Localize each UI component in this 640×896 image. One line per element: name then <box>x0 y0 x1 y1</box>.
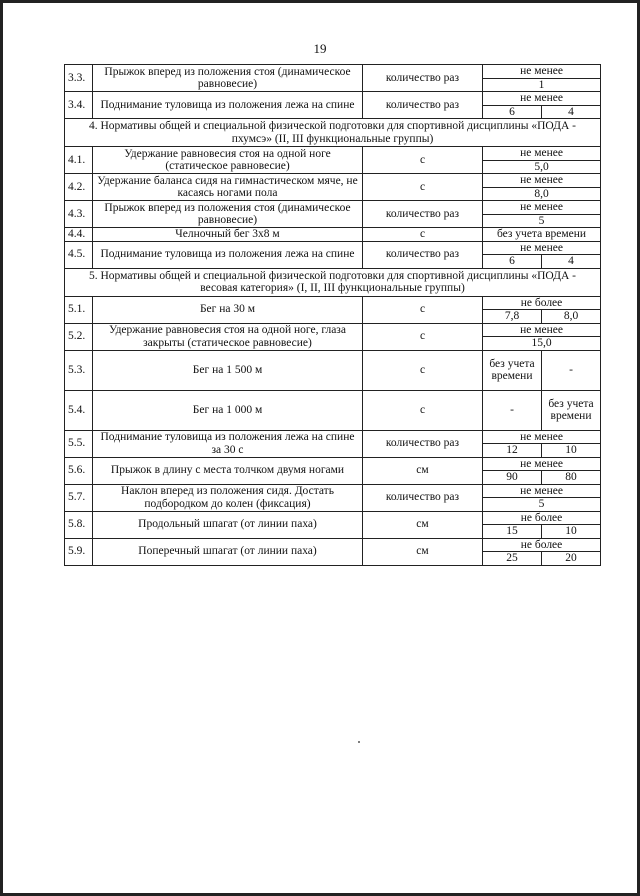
exercise-name: Бег на 1 500 м <box>93 350 363 390</box>
unit-cell: с <box>363 228 483 242</box>
table-row <box>65 65 601 79</box>
row-number: 5.6. <box>65 457 93 484</box>
exercise-name: Бег на 1 000 м <box>93 390 363 430</box>
unit-cell: с <box>363 174 483 201</box>
unit-cell: см <box>363 538 483 565</box>
value-cell: 5 <box>483 214 601 228</box>
exercise-name: Поднимание туловища из положения лежа на спине <box>93 241 363 268</box>
section-title: 4. Нормативы общей и специальной физической подготовки для спортивной дисциплины «ПОДА - пхумсэ» (II, III функциональные группы) <box>65 119 601 147</box>
value-cell-right: - <box>542 350 601 390</box>
row-number: 5.8. <box>65 511 93 538</box>
condition-cell: не менее <box>483 92 601 106</box>
table-row <box>65 92 601 106</box>
exercise-name: Удержание баланса сидя на гимнастическом мяче, не касаясь ногами пола <box>93 174 363 201</box>
table-row <box>65 430 601 444</box>
exercise-name: Поднимание туловища из положения лежа на спине за 30 с <box>93 430 363 457</box>
value-cell-left: - <box>483 390 542 430</box>
row-number: 5.7. <box>65 484 93 511</box>
value-cell-left: 6 <box>483 255 542 269</box>
row-number: 5.9. <box>65 538 93 565</box>
value-cell-right: без учета времени <box>542 390 601 430</box>
table-row <box>65 147 601 161</box>
scan-border-left <box>0 0 3 896</box>
condition-cell: без учета времени <box>483 228 601 242</box>
value-cell-right: 20 <box>542 552 601 566</box>
unit-cell: с <box>363 147 483 174</box>
row-number: 5.1. <box>65 296 93 323</box>
row-number: 3.3. <box>65 65 93 92</box>
table-row <box>65 511 601 525</box>
value-cell-left: 15 <box>483 525 542 539</box>
value-cell-left: 12 <box>483 444 542 458</box>
unit-cell: количество раз <box>363 430 483 457</box>
value-cell-right: 4 <box>542 105 601 119</box>
condition-cell: не менее <box>483 147 601 161</box>
scan-speck <box>358 741 360 743</box>
condition-cell: не менее <box>483 430 601 444</box>
section-title: 5. Нормативы общей и специальной физической подготовки для спортивной дисциплины «ПОДА - весовая категория» (I, II, III функциональные группы) <box>65 268 601 296</box>
value-cell-left: без учета времени <box>483 350 542 390</box>
row-number: 4.2. <box>65 174 93 201</box>
value-cell-left: 25 <box>483 552 542 566</box>
unit-cell: количество раз <box>363 484 483 511</box>
value-cell-left: 6 <box>483 105 542 119</box>
unit-cell: с <box>363 323 483 350</box>
value-cell: 5 <box>483 498 601 512</box>
unit-cell: количество раз <box>363 92 483 119</box>
row-number: 5.2. <box>65 323 93 350</box>
condition-cell: не менее <box>483 241 601 255</box>
exercise-name: Поднимание туловища из положения лежа на спине <box>93 92 363 119</box>
table-row <box>65 174 601 188</box>
table-row <box>65 241 601 255</box>
table-row <box>65 201 601 215</box>
unit-cell: см <box>363 457 483 484</box>
unit-cell: с <box>363 390 483 430</box>
unit-cell: количество раз <box>363 241 483 268</box>
table-row <box>65 538 601 552</box>
value-cell: 5,0 <box>483 160 601 174</box>
section-row <box>65 119 601 147</box>
value-cell: 8,0 <box>483 187 601 201</box>
row-number: 4.5. <box>65 241 93 268</box>
condition-cell: не менее <box>483 201 601 215</box>
row-number: 5.4. <box>65 390 93 430</box>
condition-cell: не менее <box>483 65 601 79</box>
value-cell: 15,0 <box>483 337 601 351</box>
row-number: 4.3. <box>65 201 93 228</box>
exercise-name: Прыжок в длину с места толчком двумя ногами <box>93 457 363 484</box>
condition-cell: не менее <box>483 174 601 188</box>
value-cell-right: 8,0 <box>542 310 601 324</box>
value-cell-right: 4 <box>542 255 601 269</box>
unit-cell: см <box>363 511 483 538</box>
table-row <box>65 296 601 310</box>
table-row <box>65 350 601 390</box>
table-row <box>65 228 601 242</box>
condition-cell: не более <box>483 296 601 310</box>
exercise-name: Прыжок вперед из положения стоя (динамическое равновесие) <box>93 65 363 92</box>
value-cell-right: 80 <box>542 471 601 485</box>
row-number: 5.3. <box>65 350 93 390</box>
value-cell-left: 7,8 <box>483 310 542 324</box>
exercise-name: Удержание равновесия стоя на одной ноге, глаза закрыты (статическое равновесие) <box>93 323 363 350</box>
unit-cell: количество раз <box>363 201 483 228</box>
exercise-name: Поперечный шпагат (от линии паха) <box>93 538 363 565</box>
condition-cell: не более <box>483 538 601 552</box>
condition-cell: не менее <box>483 323 601 337</box>
section-row <box>65 268 601 296</box>
table-row <box>65 323 601 337</box>
value-cell-right: 10 <box>542 444 601 458</box>
row-number: 3.4. <box>65 92 93 119</box>
exercise-name: Челночный бег 3х8 м <box>93 228 363 242</box>
value-cell-left: 90 <box>483 471 542 485</box>
norms-table <box>64 64 601 566</box>
unit-cell: с <box>363 296 483 323</box>
table-row <box>65 390 601 430</box>
value-cell-right: 10 <box>542 525 601 539</box>
condition-cell: не более <box>483 511 601 525</box>
value-cell: 1 <box>483 78 601 92</box>
scan-border-top <box>0 0 640 3</box>
table-row <box>65 457 601 471</box>
exercise-name: Продольный шпагат (от линии паха) <box>93 511 363 538</box>
exercise-name: Бег на 30 м <box>93 296 363 323</box>
unit-cell: с <box>363 350 483 390</box>
row-number: 4.1. <box>65 147 93 174</box>
row-number: 4.4. <box>65 228 93 242</box>
unit-cell: количество раз <box>363 65 483 92</box>
condition-cell: не менее <box>483 457 601 471</box>
page-number: 19 <box>313 41 327 56</box>
exercise-name: Прыжок вперед из положения стоя (динамическое равновесие) <box>93 201 363 228</box>
exercise-name: Наклон вперед из положения сидя. Достать подбородком до колен (фиксация) <box>93 484 363 511</box>
norms-table-body <box>65 65 601 566</box>
table-row <box>65 484 601 498</box>
row-number: 5.5. <box>65 430 93 457</box>
exercise-name: Удержание равновесия стоя на одной ноге (статическое равновесие) <box>93 147 363 174</box>
condition-cell: не менее <box>483 484 601 498</box>
